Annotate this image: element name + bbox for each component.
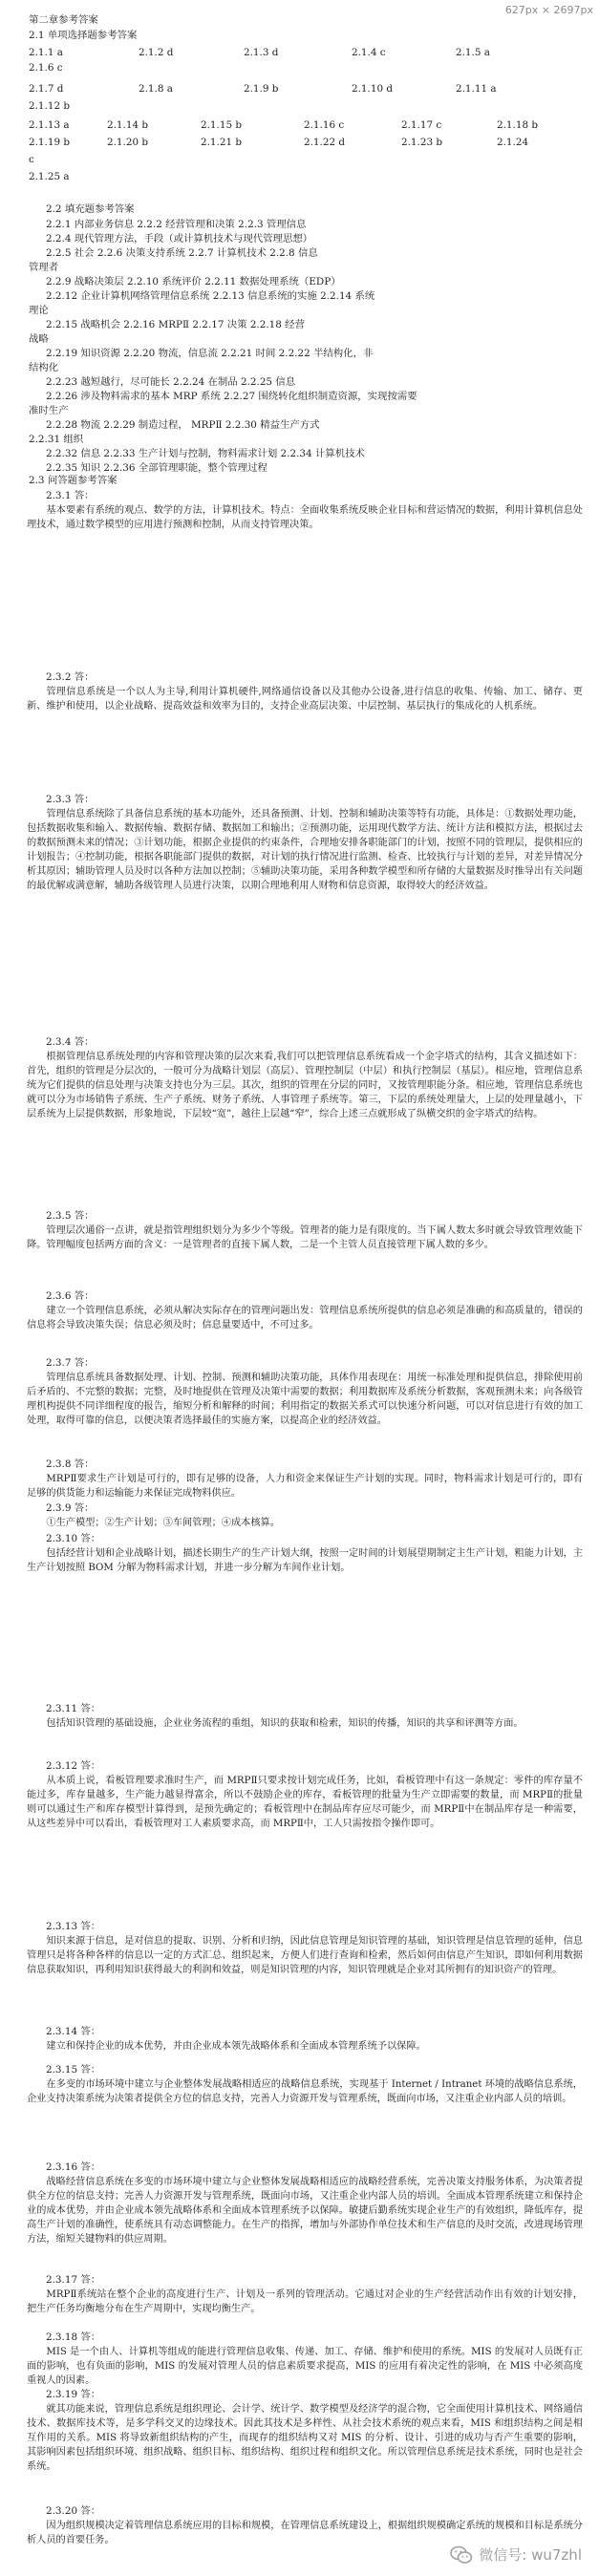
fill-answer-line: 2.2.15 战略机会 2.2.16 MRPⅡ 2.2.17 决策 2.2.18 经营 xyxy=(46,319,305,330)
fill-answer-line: 2.2.19 知识资源 2.2.20 物流，信息流 2.2.21 时间 2.2.22 半结构化，非 xyxy=(46,348,374,359)
answer-item: 2.1.4 c xyxy=(352,47,386,58)
answer-item: 2.1.23 b xyxy=(401,137,443,148)
answer-paragraph: 在多变的市场环境中建立与企业整体发展战略相适应的战略信息系统，实现基于 Internet / Intranet 环境的战略信息系统，企业支持决策系统为决策者提供全方位的信息支持，完善人力资源开发与管理系统，既面向市场，又注重企业内部人员的培训。 xyxy=(27,2079,583,2104)
answer-item: 2.1.20 b xyxy=(107,137,149,148)
answer-item: c xyxy=(29,154,34,165)
answer-paragraph: 包括经营计划和企业战略计划，描述长期生产的生产计划大纲，按照一定时间的计划展望期制定主生产计划，粗能力计划，主生产计划按照 BOM 分解为物料需求计划，并进一步分解为车间作业计划。 xyxy=(27,1548,583,1573)
answer-paragraph: MIS 是一个由人、计算机等组成的能进行管理信息收集、传递、加工、存储、维护和使用的系统。MIS 的发展对人员既有正面的影响，也有负面的影响，MIS 的发展对管理人员的信息素质要求提高，MIS 的应用有着决定性的影响，在 MIS 中必须高度重视人的因素。 xyxy=(27,2347,583,2386)
fill-answer-line: 2.2.1 内部业务信息 2.2.2 经营管理和决策 2.2.3 管理信息 xyxy=(46,219,307,230)
answer-item: 2.1.13 a xyxy=(29,119,70,131)
answer-label: 2.3.14 答： xyxy=(46,2026,101,2037)
answer-item: 2.1.15 b xyxy=(201,119,243,131)
answer-label: 2.3.18 答： xyxy=(46,2331,101,2343)
answer-label: 2.3.11 答： xyxy=(46,1703,101,1714)
watermark-text: 微信号: wu7zhl xyxy=(479,2546,582,2564)
answer-paragraph: 战略经营信息系统在多变的市场环境中建立与企业整体发展战略相适应的战略经营系统，完善决策支持服务体系，为决策者提供全方位的信息支持；完善人力资源开发与管理系统，既面向市场，又注重企业内部人员的培训。全面成本管理系统建立和保持企业的成本优势，并由企业成本领先战略体系和全面成本管理系统予以保障。敏捷后勤系统实现企业生产的有效组织，降低库存，提高生产计划的准确性，使系统具有动态调整能力。在生产的指挥，增加与外部协作单位技术和生产信息的及时交流，改进现场管理方法，缩短关键物料的供应周期。 xyxy=(27,2177,583,2245)
fill-answer-line: 结构化 xyxy=(29,362,59,373)
section-heading-2-2: 2.2 填充题参考答案 xyxy=(46,203,135,215)
answer-paragraph: 根据管理信息系统处理的内容和管理决策的层次来看,我们可以把管理信息系统看成一个金字塔式的结构，其含义描述如下：首先，组织的管理是分层次的，一般可分为战略计划层（高层）、管理控制层（中层）和执行控制层（基层）。相应地，管理信息系统为它们提供的信息处理与决策支持也分为三层。其次，组织的管理在分层的同时，又按管理职能分条。相应地，管理信息系统也就可以分为市场销售子系统、生产子系统、财务子系统、人事管理子系统等。第三，下层的系统处理量大，上层的处理量越小，下层系统为上层提供数据，形象地说，下层较“宽”，越往上层越“窄”，综合上述三点就形成了纵横交织的金字塔式的结构。 xyxy=(27,1052,583,1119)
fill-answer-line: 战略 xyxy=(29,333,49,345)
answer-paragraph: 知识来源于信息，是对信息的提取、识别、分析和归纳，因此信息管理是知识管理的基础，知识管理是信息管理的延伸，信息管理只是将各种各样的信息以一定的方式汇总、组织起来，方便人们进行查询和检索，然后如何由信息产生知识，即如何利用数据信息获取知识，再利用知识获得最大的利润和效益，则是知识管理的内容，知识管理就是企业对其所拥有的知识资产的管理。 xyxy=(27,1936,583,1975)
answer-paragraph: 基本要素有系统的观点、数学的方法，计算机技术。特点：全面收集系统反映企业目标和营运情况的数据，利用计算机信息处理技术，通过数学模型的应用进行预测和控制，从而支持管理决策。 xyxy=(27,505,583,530)
watermark xyxy=(450,2544,582,2565)
answer-label: 2.3.8 答： xyxy=(46,1458,95,1470)
answer-item: 2.1.7 d xyxy=(29,83,64,95)
answer-label: 2.3.2 答： xyxy=(46,671,95,683)
answer-paragraph: 管理信息系统除了具备信息系统的基本功能外，还具备预测、计划、控制和辅助决策等特有功能，具体是：①数据处理功能，包括数据收集和输入、数据传输、数据存储、数据加工和输出；②预测功能，运用现代数学方法、统计方法和模拟方法，根据过去的数据预测未来的情况；③计划功能，根据企业提供的约束条件，合理地安排各职能部门的计划，按照不同的管理层，提供相应的计划报告；④控制功能，根据各职能部门提供的数据，对计划的执行情况进行监测、检查、比较执行与计划的差异，对差异情况分析其原因；辅助管理人员及时以各种方法加以控制；⑤辅助决策功能，采用各种数学模型和所存储的大量数据及时推导出有关问题的最优解或满意解，辅助各级管理人员进行决策，以期合理地利用人财物和信息资源，取得较大的经济效益。 xyxy=(27,809,583,891)
fill-answer-line: 准时生产 xyxy=(29,405,69,416)
answer-item: 2.1.3 d xyxy=(244,47,279,58)
fill-answer-line: 2.2.31 组织 xyxy=(29,434,84,445)
fill-answer-line: 2.2.12 企业计算机网络管理信息系统 2.2.13 信息系统的实施 2.2.14 系统 xyxy=(46,290,375,302)
answer-paragraph: 从本质上说，看板管理要求准时生产，而 MRPⅡ只要求按计划完成任务，比如，看板管理中有这一条规定：零件的库存量不能过多，库存量越多，生产能力越显得富余，所以不鼓励企业的库存，看板管理的批量为生产立即需要的数量，而 MRPⅡ的批量则可以通过生产和库存模型计算得到，是预先确定的；看板管理中在制品库存应尽可能少，而 MRPⅡ中在制品库存是一种需要，从这些差异中可以看出，看板管理对工人素质要求高，而 MRPⅡ中，工人只需按指令操作即可。 xyxy=(27,1776,583,1829)
answer-item: 2.1.18 b xyxy=(497,119,539,131)
fill-answer-line: 2.2.4 现代管理方法，手段（或计算机技术与现代管理思想） xyxy=(46,233,313,245)
answer-paragraph: 建立和保持企业的成本优势，并由企业成本领先战略体系和全面成本管理系统予以保障。 xyxy=(46,2041,426,2052)
fill-answer-line: 理论 xyxy=(29,305,49,316)
answer-item: 2.1.14 b xyxy=(107,119,149,131)
answer-item: 2.1.10 d xyxy=(352,83,394,95)
answer-paragraph: 因为组织规模决定着管理信息系统应用的目标和规模，在管理信息系统建设上，根据组织规模确定系统的规模和目标是系统分析人员的首要任务。 xyxy=(27,2521,583,2545)
fill-answer-line: 2.2.26 涉及物料需求的基本 MRP 系统 2.2.27 围绕转化组织制造资源，实现按需要 xyxy=(46,391,417,402)
size-badge: 627px × 2697px xyxy=(504,4,593,16)
fill-answer-line: 2.2.32 信息 2.2.33 生产计划与控制，物料需求计划 2.2.34 计算机技术 xyxy=(46,448,365,459)
answer-paragraph: MRPⅡ要求生产计划是可行的，即有足够的设备，人力和资金来保证生产计划的实现。同时，物料需求计划是可行的，即有足够的供货能力和运输能力来保证完成物料供应。 xyxy=(27,1474,583,1499)
answer-paragraph: ①生产模型；②生产计划；③车间管理；④成本核算。 xyxy=(46,1518,280,1528)
answer-label: 2.3.10 答： xyxy=(46,1533,101,1544)
answer-label: 2.3.13 答： xyxy=(46,1921,101,1932)
fill-answer-line: 2.2.35 知识 2.2.36 全部管理职能，整个管理过程 xyxy=(46,462,267,474)
answer-label: 2.3.19 答： xyxy=(46,2389,101,2400)
answer-label: 2.3.3 答： xyxy=(46,794,95,805)
answer-item: 2.1.22 d xyxy=(304,137,346,148)
answer-label: 2.3.4 答： xyxy=(46,1036,95,1048)
answer-label: 2.3.5 答： xyxy=(46,1210,95,1222)
fill-answer-line: 2.2.23 越短越行，尽可能长 2.2.24 在制品 2.2.25 信息 xyxy=(46,376,296,388)
answer-paragraph: MRPⅡ系统站在整个企业的高度进行生产、计划及一系列的管理活动。它通过对企业的生产经营活动作出有效的计划安排，把生产任务均衡地分布在生产周期中，实现均衡生产。 xyxy=(27,2289,583,2314)
fill-answer-line: 2.2.5 社会 2.2.6 决策支持系统 2.2.7 计算机技术 2.2.8 信息 xyxy=(46,247,318,259)
answer-label: 2.3.15 答： xyxy=(46,2064,101,2076)
answer-item: 2.1.8 a xyxy=(139,83,173,95)
answer-label: 2.3.17 答： xyxy=(46,2274,101,2286)
answer-paragraph: 包括知识管理的基础设施，企业业务流程的重组，知识的获取和检索，知识的传播，知识的共享和评测等方面。 xyxy=(46,1718,524,1729)
answer-item: 2.1.11 a xyxy=(456,83,497,95)
wechat-icon xyxy=(450,2545,473,2565)
answer-label: 2.3.9 答： xyxy=(46,1502,95,1514)
answer-item: 2.1.16 c xyxy=(304,119,345,131)
chapter-title: 第二章参考答案 xyxy=(29,14,98,26)
answer-label: 2.3.6 答： xyxy=(46,1290,95,1302)
answer-paragraph: 建立一个管理信息系统，必须从解决实际存在的管理问题出发：管理信息系统所提供的信息必须是准确的和高质量的，错误的信息将会导致决策失误；信息必须及时；信息量要适中，不可过多。 xyxy=(27,1306,583,1331)
answer-label: 2.3.16 答： xyxy=(46,2161,101,2173)
answer-label: 2.3.7 答： xyxy=(46,1357,95,1369)
answer-item: 2.1.17 c xyxy=(401,119,442,131)
answer-item: 2.1.24 xyxy=(497,137,529,148)
answer-item: 2.1.12 b xyxy=(29,100,71,112)
answer-item: 2.1.2 d xyxy=(139,47,174,58)
answer-item: 2.1.19 b xyxy=(29,137,71,148)
answer-item: 2.1.21 b xyxy=(201,137,243,148)
answer-paragraph: 管理层次通俗一点讲，就是指管理组织划分为多少个等级。管理者的能力是有限度的。当下属人数太多时就会导致管理效能下降。管理幅度包括两方面的含义：一是管理者的直接下属人数，二是一个主管人员直接管理下属人数的多少。 xyxy=(27,1225,583,1250)
answer-item: 2.1.9 b xyxy=(244,83,279,95)
section-heading-2-3: 2.3 问答题参考答案 xyxy=(29,475,118,486)
section-heading-2-1: 2.1 单项选择题参考答案 xyxy=(29,30,138,41)
fill-answer-line: 2.2.28 物流 2.2.29 制造过程， MRPⅡ 2.2.30 精益生产方式 xyxy=(46,419,320,431)
answer-label: 2.3.1 答： xyxy=(46,490,95,501)
answer-item: 2.1.5 a xyxy=(456,47,490,58)
fill-answer-line: 2.2.9 战略决策层 2.2.10 系统评价 2.2.11 数据处理系统（EDP） xyxy=(46,276,341,287)
answer-item: 2.1.1 a xyxy=(29,47,63,58)
answer-label: 2.3.12 答： xyxy=(46,1760,101,1772)
answer-item: 2.1.25 a xyxy=(29,171,70,182)
fill-answer-line: 管理者 xyxy=(29,262,59,273)
answer-paragraph: 就其功能来说，管理信息系统是组织理论、会计学、统计学、数学模型及经济学的混合物，它全面使用计算机技术、网络通信技术、数据库技术等，是多学科交叉的边缘技术。因此其技术是多样性、从社会技术系统的观点来看，MIS 和组织结构之间是相互作用的关系。MIS 将导致新组织结构的产生，而现存的组织结构又对 MIS 的分析、设计、引进的成功与否产生重要的影响，其影响因素包括组织环境、组织战略、组织目标、组织结构、组织过程和组织文化。所以管理信息系统是技术系统，同时也是社会系统。 xyxy=(27,2404,583,2472)
answer-paragraph: 管理信息系统是一个以人为主导,利用计算机硬件,网络通信设备以及其他办公设备,进行信息的收集、传输、加工、储存、更新、维护和使用，以企业战略、提高效益和效率为目的，支持企业高层决策、中层控制、基层执行的集成化的人机系统。 xyxy=(27,687,583,712)
answer-label: 2.3.20 答： xyxy=(46,2505,101,2517)
answer-item: 2.1.6 c xyxy=(29,62,63,74)
answer-paragraph: 管理信息系统具备数据处理、计划、控制、预测和辅助决策功能，具体作用表现在：用统一标准处理和提供信息，排除使用前后矛盾的、不完整的数据；完整，及时地提供在管理及决策中需要的数据；利用数据库及系统分析数据，客观预测未来；向各级管理机构提供不同详细程度的报告，缩短分析和解释的时间；利用指定的数据关系式可以快速分析问题，可以对信息进行有效的加工处理，取得可靠的信息，以便决策者选择最佳的实施方案，以提高企业的经济效益。 xyxy=(27,1373,583,1426)
